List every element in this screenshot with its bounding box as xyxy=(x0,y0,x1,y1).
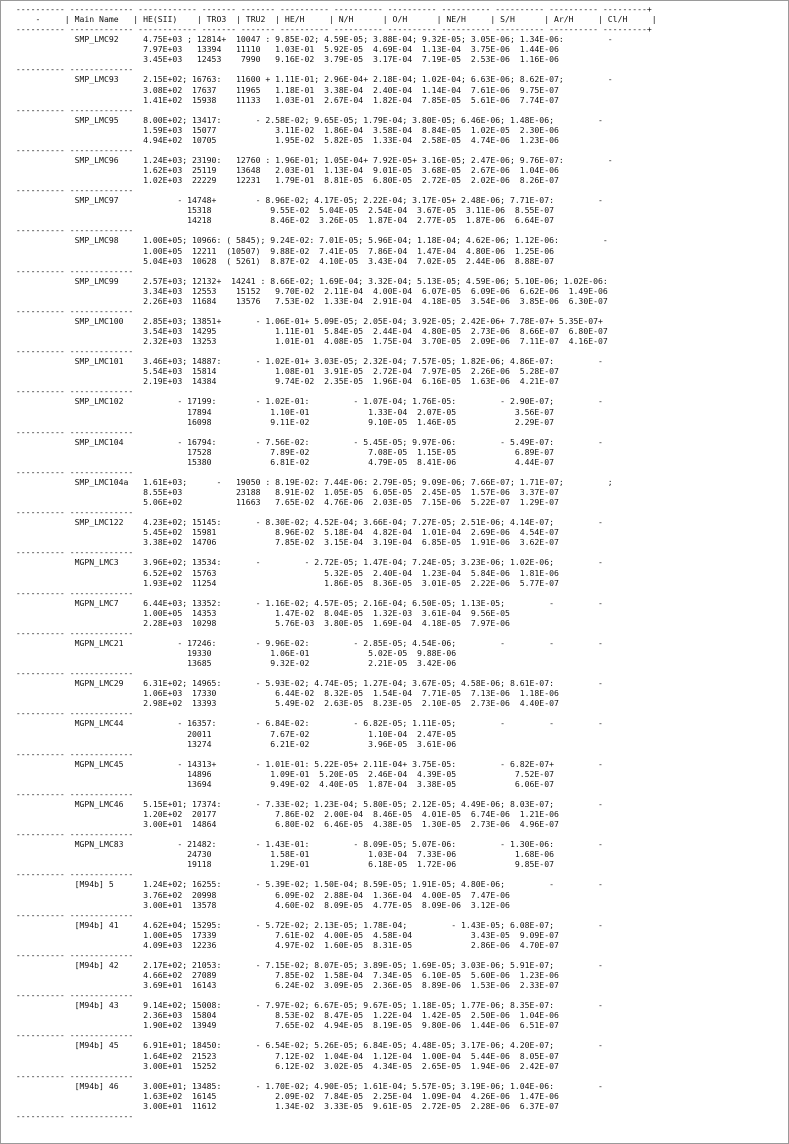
table-row: MGPN_LMC46 5.15E+01; 17374: - 7.33E-02; 1.23E-04; 5.80E-05; 2.12E-05; 4.49E-06; 8.03E-07; - xyxy=(11,798,603,809)
table-row: SMP_LMC104 - 16794: - 7.56E-02: - 5.45E-05; 9.97E-06: - 5.49E-07: - xyxy=(11,436,603,447)
table-row: SMP_LMC102 - 17199: - 1.02E-01: - 1.07E-04; 1.76E-05: - 2.90E-07; - xyxy=(11,396,603,407)
table-row: [M94b] 42 2.17E+02; 21053: - 7.15E-02; 8.07E-05; 3.89E-05; 1.69E-05; 3.03E-06; 5.91E-07; - xyxy=(11,959,603,970)
separator-line: ---------- ------------- xyxy=(11,829,134,840)
table-row: 1.63E+02 16145 2.09E-02 7.84E-05 2.25E-04 1.09E-04 4.26E-06 1.47E-06 xyxy=(11,1090,559,1101)
table-row: MGPN_LMC83 - 21482: - 1.43E-01: - 8.09E-05; 5.07E-06: - 1.30E-06: - xyxy=(11,839,603,850)
separator-line: ---------- ------------- xyxy=(11,748,134,759)
table-row: 1.41E+02 15938 11133 1.03E-01 2.67E-04 1.82E-04 7.85E-05 5.61E-06 7.74E-07 xyxy=(11,94,559,105)
table-row: 19330 1.06E-01 5.02E-05 9.88E-06 xyxy=(11,648,457,658)
separator-line: ---------- ------------- xyxy=(11,1070,134,1081)
table-row: 1.20E+02 20177 7.86E-02 2.00E-04 8.46E-05 4.01E-05 6.74E-06 1.21E-06 xyxy=(11,809,559,819)
separator-line: ---------- ------------- xyxy=(11,265,134,276)
table-row: SMP_LMC99 2.57E+03; 12132+ 14241 : 8.66E-02; 1.69E-04; 3.32E-04; 5.13E-05; 4.59E-06; 5.10E-06; 1.02E-06: xyxy=(11,275,608,286)
table-row: 1.64E+02 21523 7.12E-02 1.04E-04 1.12E-04 1.00E-04 5.44E-06 8.05E-07 xyxy=(11,1050,559,1061)
separator-line: ---------- ------------- xyxy=(11,386,134,397)
table-row: MGPN_LMC44 - 16357: - 6.84E-02: - 6.82E-05; 1.11E-05; - - - xyxy=(11,718,603,729)
table-row: SMP_LMC104a 1.61E+03; - 19050 : 8.19E-02: 7.44E-06: 2.79E-05; 9.09E-06; 7.66E-07; 1.71E-07; ; xyxy=(11,476,613,487)
table-row: 3.54E+03 14295 1.11E-01 5.84E-05 2.44E-04 4.80E-05 2.73E-06 8.66E-07 6.80E-07 xyxy=(11,326,608,336)
table-row: 3.34E+03 12553 15152 9.70E-02 2.11E-04 4.00E-04 6.07E-05 6.09E-06 6.62E-06 1.49E-06 xyxy=(11,285,608,296)
table-row: 1.00E+05 14353 1.47E-02 8.04E-05 1.32E-03 3.61E-04 9.56E-05 xyxy=(11,607,510,618)
table-row: 3.76E+02 20998 6.09E-02 2.88E-04 1.36E-04 4.00E-05 7.47E-06 xyxy=(11,889,510,900)
separator-line: ---------- ------------- xyxy=(11,587,134,598)
separator-line: ---------- ------------- xyxy=(11,1030,134,1041)
separator-line: ---------- ------------- xyxy=(11,708,134,719)
table-row: 4.94E+02 10705 1.95E-02 5.82E-05 1.33E-04 2.58E-05 4.74E-06 1.23E-06 xyxy=(11,134,559,145)
table-row: 13274 6.21E-02 3.96E-05 3.61E-06 xyxy=(11,738,457,749)
table-row: 2.32E+03 13253 1.01E-01 4.08E-05 1.75E-04 3.70E-05 2.09E-06 7.11E-07 4.16E-07 xyxy=(11,336,608,347)
table-row: 3.00E+01 14864 6.80E-02 6.46E-05 4.38E-05 1.30E-05 2.73E-06 4.96E-07 xyxy=(11,819,559,830)
separator-line: ---------- ------------- xyxy=(11,225,134,236)
table-row: 1.59E+03 15077 3.11E-02 1.86E-04 3.58E-04 8.84E-05 1.02E-05 2.30E-06 xyxy=(11,124,559,135)
table-row: 8.55E+03 23188 8.91E-02 1.05E-05 6.05E-05 2.45E-05 1.57E-06 3.37E-07 xyxy=(11,487,559,497)
separator-line: ---------- ------------- xyxy=(11,990,134,1001)
separator-line: ---------- ------------- xyxy=(11,788,134,799)
table-row: 15380 6.81E-02 4.79E-05 8.41E-06 4.44E-07 xyxy=(11,456,554,467)
table-row: 19118 1.29E-01 6.18E-05 1.72E-06 9.85E-07 xyxy=(11,859,554,870)
table-row: 1.00E+05 12211 (10507) 9.88E-02 7.41E-05 7.86E-04 1.47E-04 4.80E-06 1.25E-06 xyxy=(11,245,554,256)
table-row: [M94b] 5 1.24E+02; 16255: - 5.39E-02; 1.50E-04; 8.59E-05; 1.91E-05; 4.80E-06; - - xyxy=(11,879,603,890)
abundance-table xyxy=(11,4,657,1121)
table-row: [M94b] 46 3.00E+01; 13485: - 1.70E-02; 4.90E-05; 1.61E-04; 5.57E-05; 3.19E-06; 1.04E-06: - xyxy=(11,1080,603,1091)
table-header-row: - | Main Name | HE(SII) | TRO3 | TRU2 | HE/H | N/H | O/H | NE/H | S/H | Ar/H | Cl/H | xyxy=(11,14,657,25)
table-row: 16098 9.11E-02 9.10E-05 1.46E-05 2.29E-07 xyxy=(11,416,554,427)
separator-line: ---------- ------------- xyxy=(11,64,134,75)
table-row: 1.90E+02 13949 7.65E-02 4.94E-05 8.19E-05 9.80E-06 1.44E-06 6.51E-07 xyxy=(11,1020,559,1031)
table-row: 1.00E+05 17339 7.61E-02 4.00E-05 4.58E-04 3.43E-05 9.09E-07 xyxy=(11,929,559,940)
table-row: SMP_LMC101 3.46E+03; 14887: - 1.02E-01+ 3.03E-05; 2.32E-04; 7.57E-05; 1.82E-06; 4.86E-07: - xyxy=(11,356,603,367)
table-row: 20011 7.67E-02 1.10E-04 2.47E-05 xyxy=(11,728,457,739)
separator-line: ---------- ------------- xyxy=(11,144,134,155)
table-row: 4.66E+02 27089 7.85E-02 1.58E-04 7.34E-05 6.10E-05 5.60E-06 1.23E-06 xyxy=(11,970,559,980)
separator-line: ---------- ------------- xyxy=(11,507,134,518)
table-row: 1.06E+03 17330 6.44E-02 8.32E-05 1.54E-04 7.71E-05 7.13E-06 1.18E-06 xyxy=(11,688,559,699)
table-row: 13685 9.32E-02 2.21E-05 3.42E-06 xyxy=(11,658,457,669)
table-row: MGPN_LMC7 6.44E+03; 13352: - 1.16E-02; 4.57E-05; 2.16E-04; 6.50E-05; 1.13E-05; - - xyxy=(11,597,603,608)
table-row: SMP_LMC97 - 14748+ - 8.96E-02; 4.17E-05; 2.22E-04; 3.17E-05+ 2.48E-06; 7.71E-07: - xyxy=(11,195,603,206)
table-row: 17528 7.89E-02 7.08E-05 1.15E-05 6.89E-07 xyxy=(11,446,554,457)
table-row: MGPN_LMC21 - 17246: - 9.96E-02: - 2.85E-05; 4.54E-06; - - - xyxy=(11,637,603,648)
table-row: 3.08E+02 17637 11965 1.18E-01 3.38E-04 2.40E-04 1.14E-04 7.61E-06 9.75E-07 xyxy=(11,84,559,95)
table-row: 2.26E+03 11684 13576 7.53E-02 1.33E-04 2.91E-04 4.18E-05 3.54E-06 3.85E-06 6.30E-07 xyxy=(11,295,608,306)
table-row: 3.00E+01 13578 4.60E-02 8.09E-05 4.77E-05 8.09E-06 3.12E-06 xyxy=(11,899,510,910)
separator-line: ---------- ------------- xyxy=(11,346,134,357)
table-row: 2.98E+02 13393 5.49E-02 2.63E-05 8.23E-05 2.10E-05 2.73E-06 4.40E-07 xyxy=(11,698,559,709)
table-row: 17894 1.10E-01 1.33E-04 2.07E-05 3.56E-07 xyxy=(11,406,554,417)
table-row: 3.38E+02 14706 7.85E-02 3.15E-04 3.19E-04 6.85E-05 1.91E-06 3.62E-07 xyxy=(11,537,559,548)
table-row: MGPN_LMC29 6.31E+02; 14965: - 5.93E-02; 4.74E-05; 1.27E-04; 3.67E-05; 4.58E-06; 8.61E-07: - xyxy=(11,678,603,689)
table-row: 15318 9.55E-02 5.04E-05 2.54E-04 3.67E-05 3.11E-06 8.55E-07 xyxy=(11,205,554,216)
separator-line: ---------- ------------- xyxy=(11,1110,134,1121)
table-row: 2.19E+03 14384 9.74E-02 2.35E-05 1.96E-04 6.16E-05 1.63E-06 4.21E-07 xyxy=(11,376,559,387)
separator-line: ---------- ------------- xyxy=(11,466,134,477)
table-row: [M94b] 43 9.14E+02; 15008: - 7.97E-02; 6.67E-05; 9.67E-05; 1.18E-05; 1.77E-06; 8.35E-07: - xyxy=(11,1000,603,1011)
table-row: 3.45E+03 12453 7990 9.16E-02 3.79E-05 3.17E-04 7.19E-05 2.53E-06 1.16E-06 xyxy=(11,54,559,65)
table-row: SMP_LMC96 1.24E+03; 23190: 12760 : 1.96E-01; 1.05E-04+ 7.92E-05+ 3.16E-05; 2.47E-06; 9.76E-07: - xyxy=(11,154,613,165)
table-row: SMP_LMC93 2.15E+02; 16763: 11600 + 1.11E-01; 2.96E-04+ 2.18E-04; 1.02E-04; 6.63E-06; 8.62E-07; - xyxy=(11,74,613,85)
separator-line: ---------- ------------- xyxy=(11,426,134,437)
table-row: 5.45E+02 15981 8.96E-02 5.18E-04 4.82E-04 1.01E-04 2.69E-06 4.54E-07 xyxy=(11,527,559,538)
separator-line: ---------- ------------- xyxy=(11,949,134,960)
separator-line: ---------- ------------- ------------ ------- ------- ---------- ---------- ---------- ---------- ---------- ---------- ---------+ xyxy=(11,24,652,35)
separator-line: ---------- ------------- xyxy=(11,668,134,679)
separator-line: ---------- ------------- xyxy=(11,627,134,638)
table-row: MGPN_LMC45 - 14313+ - 1.01E-01: 5.22E-05+ 2.11E-04+ 3.75E-05: - 6.82E-07+ - xyxy=(11,758,603,769)
separator-line: ---------- ------------- xyxy=(11,104,134,115)
separator-line: ---------- ------------- xyxy=(11,869,134,880)
table-row: 5.06E+02 11663 7.65E-02 4.76E-06 2.03E-05 7.15E-06 5.22E-07 1.29E-07 xyxy=(11,497,559,508)
separator-line: ---------- ------------- xyxy=(11,547,134,558)
table-row: 5.54E+03 15814 1.08E-01 3.91E-05 2.72E-04 7.97E-05 2.26E-06 5.28E-07 xyxy=(11,366,559,377)
table-row: 2.28E+03 10298 5.76E-03 3.80E-05 1.69E-04 4.18E-05 7.97E-06 xyxy=(11,617,510,628)
table-row: SMP_LMC122 4.23E+02; 15145: - 8.30E-02; 4.52E-04; 3.66E-04; 7.27E-05; 2.51E-06; 4.14E-07; - xyxy=(11,517,603,528)
table-row: 14218 8.46E-02 3.26E-05 1.87E-04 2.77E-05 1.87E-06 6.64E-07 xyxy=(11,215,554,226)
table-row: 3.00E+01 11612 1.34E-02 3.33E-05 9.61E-05 2.72E-05 2.28E-06 6.37E-07 xyxy=(11,1100,559,1111)
table-row: SMP_LMC98 1.00E+05; 10966: ( 5845); 9.24E-02: 7.01E-05; 5.96E-04; 1.18E-04; 4.62E-06; 1.12E-06: - xyxy=(11,235,608,246)
table-row: SMP_LMC95 8.00E+02; 13417: - 2.58E-02; 9.65E-05; 1.79E-04; 3.80E-05; 6.46E-06; 1.48E-06; - xyxy=(11,114,603,125)
table-row: 13694 9.49E-02 4.40E-05 1.87E-04 3.38E-05 6.06E-07 xyxy=(11,778,554,789)
table-row: 1.02E+03 22229 12231 1.79E-01 8.81E-05 6.80E-05 2.72E-05 2.02E-06 8.26E-07 xyxy=(11,175,559,186)
table-row: [M94b] 41 4.62E+04; 15295: - 5.72E-02; 2.13E-05; 1.78E-04; - 1.43E-05; 6.08E-07; - xyxy=(11,919,603,930)
table-row: MGPN_LMC3 3.96E+02; 13534: - - 2.72E-05; 1.47E-04; 7.24E-05; 3.23E-06; 1.02E-06; - xyxy=(11,557,603,568)
table-row: 1.62E+03 25119 13648 2.03E-01 1.13E-04 9.01E-05 3.68E-05 2.67E-06 1.04E-06 xyxy=(11,165,559,175)
table-row: 1.93E+02 11254 1.86E-05 8.36E-05 3.01E-05 2.22E-06 5.77E-07 xyxy=(11,577,559,588)
separator-line: ---------- ------------- xyxy=(11,185,134,196)
table-row: 3.00E+01 15252 6.12E-02 3.02E-05 4.34E-05 2.65E-05 1.94E-06 2.42E-07 xyxy=(11,1060,559,1071)
table-row: [M94b] 45 6.91E+01; 18450: - 6.54E-02; 5.26E-05; 6.84E-05; 4.48E-05; 3.17E-06; 4.20E-07; - xyxy=(11,1040,603,1051)
table-row: 2.36E+03 15804 8.53E-02 8.47E-05 1.22E-04 1.42E-05 2.50E-06 1.04E-06 xyxy=(11,1010,559,1021)
table-row: SMP_LMC100 2.85E+03; 13851+ - 1.06E-01+ 5.09E-05; 2.05E-04; 3.92E-05; 2.42E-06+ 7.78E-07+ 5.35E-07+ xyxy=(11,315,603,326)
separator-line: ---------- ------------- xyxy=(11,909,134,920)
table-row: 3.69E+01 16143 6.24E-02 3.09E-05 2.36E-05 8.89E-06 1.53E-06 2.33E-07 xyxy=(11,980,559,991)
table-row: 4.09E+03 12236 4.97E-02 1.60E-05 8.31E-05 2.86E-06 4.70E-07 xyxy=(11,939,559,950)
table-row: 24730 1.58E-01 1.03E-04 7.33E-06 1.68E-06 xyxy=(11,849,554,860)
table-row: 5.04E+03 10628 ( 5261) 8.87E-02 4.10E-05 3.43E-04 7.02E-05 2.44E-06 8.88E-07 xyxy=(11,255,554,266)
separator-line: ---------- ------------- xyxy=(11,305,134,316)
table-row: 7.97E+03 13394 11110 1.03E-01 5.92E-05 4.69E-04 1.13E-04 3.75E-06 1.44E-06 xyxy=(11,44,559,55)
table-row: SMP_LMC92 4.75E+03 ; 12814+ 10047 : 9.85E-02; 4.59E-05; 3.88E-04; 9.32E-05; 3.05E-06; 1.34E-06: - xyxy=(11,34,613,45)
table-row: 14896 1.09E-01 5.20E-05 2.46E-04 4.39E-05 7.52E-07 xyxy=(11,768,554,779)
table-row: 6.52E+02 15763 5.32E-05 2.40E-04 1.23E-04 5.84E-06 1.81E-06 xyxy=(11,567,559,578)
separator-line: ---------- ------------- ------------ ------- ------- ---------- ---------- ---------- ---------- ---------- ---------- ---------+ xyxy=(11,4,652,14)
